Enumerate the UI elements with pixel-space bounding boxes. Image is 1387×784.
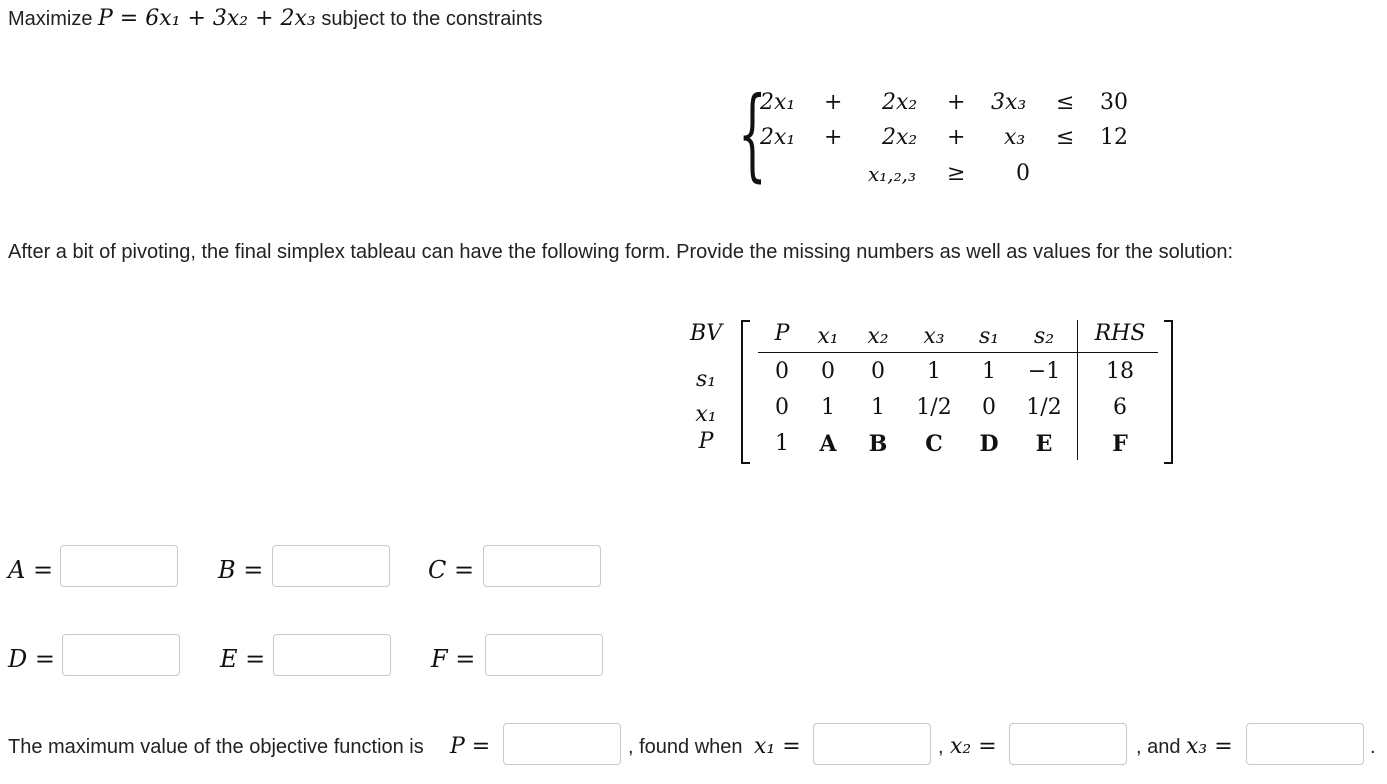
r3-rhs: F <box>1112 431 1128 457</box>
nonneg-rhs: 0 <box>1016 161 1030 186</box>
solution-x2-label: x₂ = <box>950 734 997 759</box>
solution-P-label: P = <box>450 734 491 759</box>
solution-end: . <box>1370 736 1376 758</box>
header-P: P <box>774 321 790 346</box>
c1-plus2: + <box>947 90 966 115</box>
c2-term3: x₃ <box>1004 125 1026 150</box>
bv-header: BV <box>689 321 723 346</box>
solution-x3-label: x₃ = <box>1186 734 1233 759</box>
row-label-s1: s₁ <box>695 367 717 392</box>
r2-c4: 1/2 <box>916 395 952 420</box>
solution-text-2: , found when <box>628 736 743 758</box>
input-x3[interactable] <box>1246 723 1364 765</box>
input-F[interactable] <box>485 634 603 676</box>
r3-c3: B <box>868 431 888 457</box>
solution-sep-2: , <box>938 736 944 758</box>
input-A[interactable] <box>60 545 178 587</box>
r2-c6: 1/2 <box>1026 395 1062 420</box>
rhs-divider <box>1077 320 1078 460</box>
problem-suffix: subject to the constraints <box>321 8 543 30</box>
r1-c2: 0 <box>821 359 835 384</box>
solution-x1-label: x₁ = <box>754 734 801 759</box>
header-rhs: RHS <box>1094 321 1146 346</box>
solution-sep-3: , and <box>1136 736 1181 758</box>
nonneg-vars: x₁,₂,₃ <box>868 162 917 186</box>
instructions-text: After a bit of pivoting, the final simplex tableau can have the following form. Provide the missing numbers as well as values for the solution: <box>8 241 1234 263</box>
c1-rhs: 30 <box>1100 90 1128 115</box>
label-C: C = <box>428 556 475 584</box>
r2-rhs: 6 <box>1113 395 1127 420</box>
header-x1: x₁ <box>817 324 839 349</box>
input-C[interactable] <box>483 545 601 587</box>
c2-plus1: + <box>824 125 843 150</box>
r1-c1: 0 <box>775 359 789 384</box>
r3-c4: C <box>925 431 943 457</box>
r2-c2: 1 <box>821 395 835 420</box>
objective-function: P = 6x₁ + 3x₂ + 2x₃ <box>98 6 316 31</box>
r1-c5: 1 <box>982 359 996 384</box>
input-x2[interactable] <box>1009 723 1127 765</box>
label-F: F = <box>431 645 476 673</box>
c1-term1: 2x₁ <box>760 90 796 115</box>
c2-plus2: + <box>947 125 966 150</box>
r2-c5: 0 <box>982 395 996 420</box>
r1-rhs: 18 <box>1106 359 1134 384</box>
r2-c1: 0 <box>775 395 789 420</box>
header-x2: x₂ <box>867 324 889 349</box>
input-P-max[interactable] <box>503 723 621 765</box>
r3-c2: A <box>819 431 837 457</box>
r3-c1: 1 <box>775 431 789 456</box>
c2-term2: 2x₂ <box>882 125 918 150</box>
problem-prefix: Maximize <box>8 8 93 30</box>
row-label-P: P <box>698 429 714 454</box>
left-bracket <box>741 320 750 464</box>
simplex-tableau <box>680 318 1180 468</box>
header-s2: s₂ <box>1033 324 1055 349</box>
label-E: E = <box>220 645 266 673</box>
input-E[interactable] <box>273 634 391 676</box>
r1-c6: −1 <box>1027 359 1061 384</box>
input-D[interactable] <box>62 634 180 676</box>
constraint-system <box>738 75 1138 192</box>
input-x1[interactable] <box>813 723 931 765</box>
right-bracket <box>1164 320 1173 464</box>
header-s1: s₁ <box>978 324 1000 349</box>
solution-text-1: The maximum value of the objective function is <box>8 736 424 758</box>
row-label-x1: x₁ <box>695 402 717 427</box>
input-B[interactable] <box>272 545 390 587</box>
c2-rhs: 12 <box>1100 125 1128 150</box>
c2-relation: ≤ <box>1056 125 1075 150</box>
c2-term1: 2x₁ <box>760 125 796 150</box>
c1-relation: ≤ <box>1056 90 1075 115</box>
header-x3: x₃ <box>923 324 945 349</box>
nonneg-relation: ≥ <box>947 161 966 186</box>
label-A: A = <box>8 556 54 584</box>
r3-c5: D <box>979 431 999 457</box>
label-B: B = <box>218 556 264 584</box>
c1-term2: 2x₂ <box>882 90 918 115</box>
r2-c3: 1 <box>871 395 885 420</box>
r1-c4: 1 <box>927 359 941 384</box>
c1-plus1: + <box>824 90 843 115</box>
r1-c3: 0 <box>871 359 885 384</box>
header-divider <box>758 352 1158 353</box>
r3-c6: E <box>1035 431 1053 457</box>
label-D: D = <box>8 645 55 673</box>
c1-term3: 3x₃ <box>991 90 1027 115</box>
left-brace-icon: { <box>738 75 767 192</box>
problem-statement <box>8 6 543 31</box>
